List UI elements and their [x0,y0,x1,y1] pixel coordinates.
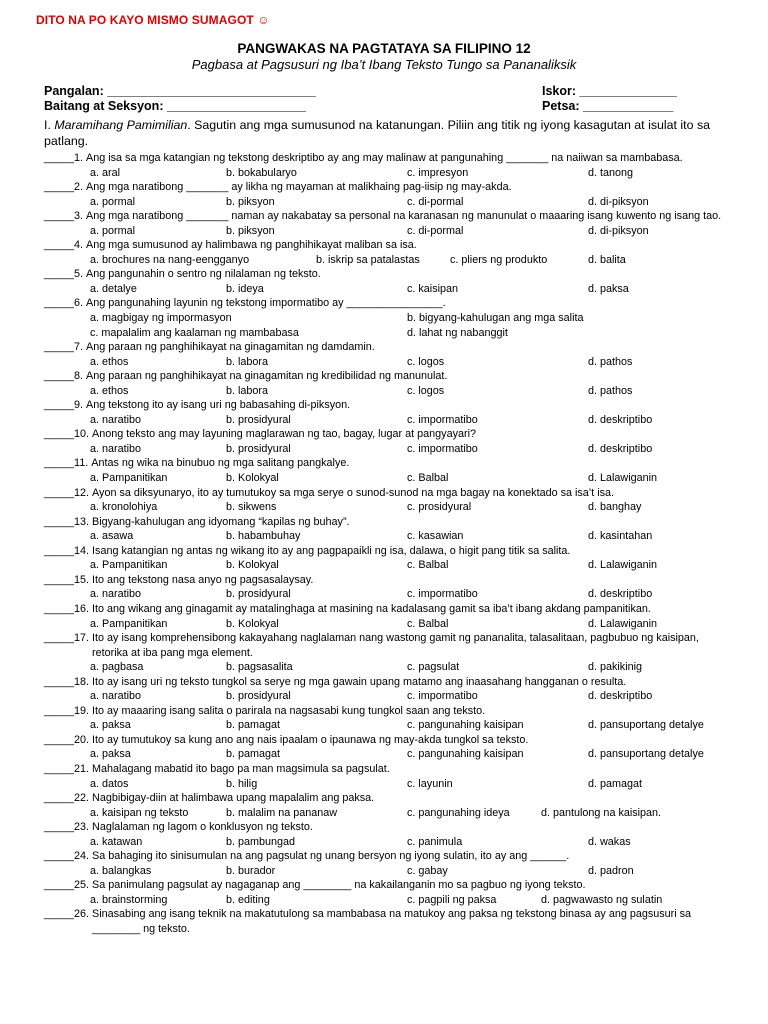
question-number: 25. [74,879,90,892]
answer-blank[interactable]: _____ [44,515,75,528]
answer-option: c. di-pormal [407,224,464,237]
question-row [44,878,734,893]
answer-option: c. pangunahing ideya [407,806,510,819]
page-title: PANGWAKAS NA PAGTATAYA SA FILIPINO 12 [237,41,531,56]
question-row [44,602,734,617]
question-row [44,267,734,282]
answer-option: a. naratibo [90,588,142,601]
options-row [44,413,734,428]
options-row [44,587,734,602]
answer-option: c. pagpili ng paksa [407,893,497,906]
answer-option: a. brainstorming [90,893,168,906]
question-item [44,456,734,485]
answer-option: c. mapalalim ang kaalaman ng mambabasa [90,326,299,339]
question-number: 15. [74,573,90,586]
answer-option: a. balangkas [90,864,152,877]
question-number: 19. [74,704,90,717]
answer-option: d. pamagat [588,777,643,790]
answer-option: d. Lalawiganin [588,559,658,572]
question-row [44,907,734,936]
answer-option: d. deskriptibo [588,690,653,703]
answer-option: d. Lalawiganin [588,617,658,630]
answer-option: c. pliers ng produkto [450,253,548,266]
answer-option: b. pamagat [226,748,281,761]
answer-option: a. kronolohiya [90,501,158,514]
options-row [44,500,734,515]
answer-blank[interactable]: _____ [44,457,75,470]
options-row [44,864,734,879]
answer-option: d. wakas [588,835,631,848]
question-number: 24. [74,850,90,863]
instructions [44,117,734,149]
options-row [44,617,734,632]
answer-option: a. Pampanitikan [90,472,168,485]
question-item [44,791,734,820]
answer-option: d. paksa [588,282,629,295]
answer-option: b. burador [226,864,276,877]
question-number: 20. [74,733,90,746]
instructions-part: Maramihang Pamimilian [54,118,188,132]
question-text: Ang paraan ng panghihikayat na ginagamitan ng damdamin. [86,341,375,354]
answer-option: c. pagsulat [407,661,460,674]
answer-option: d. pantulong na kaisipan. [541,806,662,819]
question-item [44,209,734,238]
answer-option: b. hilig [226,777,258,790]
answer-option: b. piksyon [226,224,275,237]
options-row [44,747,734,762]
answer-blank[interactable]: _____ [44,762,75,775]
answer-option: a. naratibo [90,442,142,455]
date-field[interactable]: Petsa: _____________ [542,99,674,113]
instructions-prefix: I. [44,118,55,132]
answer-blank[interactable]: _____ [44,792,75,805]
question-item [44,515,734,544]
answer-option: b. prosidyural [226,588,291,601]
question-item [44,151,734,180]
answer-option: d. lahat ng nabanggit [407,326,508,339]
answer-option: c. logos [407,384,445,397]
score-field[interactable]: Iskor: ______________ [542,84,677,98]
answer-option: d. pathos [588,355,633,368]
answer-option: d. pansuportang detalye [588,748,704,761]
answer-option: c. kasawian [407,530,464,543]
question-row [44,820,734,835]
answer-option: a. kaisipan ng teksto [90,806,189,819]
answer-blank[interactable]: _____ [44,341,75,354]
answer-option: b. piksyon [226,195,275,208]
question-text: Sa bahaging ito sinisumulan na ang pagsulat ng unang bersyon ng iyong sulatin, ito ay ang ______. [92,850,570,863]
grade-section-field[interactable]: Baitang at Seksyon: ____________________ [44,99,306,113]
answer-option: d. pagwawasto ng sulatin [541,893,663,906]
question-number: 5. [74,268,84,281]
question-item [44,878,734,907]
answer-option: d. Lalawiganin [588,472,658,485]
answer-blank[interactable]: _____ [44,675,75,688]
answer-option: a. pormal [90,224,136,237]
options-row [44,355,734,370]
answer-option: a. aral [90,166,121,179]
options-row [44,660,734,675]
question-number: 22. [74,792,90,805]
question-item [44,675,734,704]
answer-option: d. balita [588,253,626,266]
question-text: Nagbibigay-diin at halimbawa upang mapalalim ang paksa. [92,792,375,805]
question-row [44,427,734,442]
options-row [44,689,734,704]
question-text: Ito ang wikang ang ginagamit ay matalinghaga at masining na kadalasang gamit sa iba’t ibang akdang pampanitikan. [92,602,651,615]
answer-option: b. editing [226,893,270,906]
answer-blank[interactable]: _____ [44,879,75,892]
question-number: 4. [74,239,84,252]
question-row [44,733,734,748]
question-row [44,456,734,471]
question-text: Ang tekstong ito ay isang uri ng babasahing di-piksyon. [86,399,351,412]
answer-blank[interactable]: _____ [44,370,75,383]
answer-blank[interactable]: _____ [44,268,75,281]
question-number: 6. [74,297,84,310]
options-row [44,471,734,486]
answer-option: a. naratibo [90,413,142,426]
answer-option: a. paksa [90,748,131,761]
question-number: 17. [74,632,90,645]
answer-option: a. ethos [90,355,129,368]
question-number: 23. [74,821,90,834]
question-number: 2. [74,181,84,194]
question-row [44,631,734,660]
answer-blank[interactable]: _____ [44,399,75,412]
question-number: 21. [74,762,90,775]
answer-option: d. deskriptibo [588,442,653,455]
answer-option: c. impormatibo [407,588,478,601]
answer-option: d. banghay [588,501,642,514]
question-text: Ang mga naratibong _______ naman ay nakabatay sa personal na karanasan ng manunulat o maaaring isang kuwento ng isang tao. [86,210,722,223]
answer-blank[interactable]: _____ [44,733,75,746]
answer-option: b. bokabularyo [226,166,297,179]
answer-option: c. Balbal [407,559,449,572]
question-number: 3. [74,210,84,223]
question-row [44,704,734,719]
answer-option: d. pathos [588,384,633,397]
question-number: 10. [74,428,90,441]
answer-option: a. naratibo [90,690,142,703]
question-row [44,544,734,559]
question-item [44,238,734,267]
question-row [44,151,734,166]
answer-option: a. asawa [90,530,134,543]
question-text: Mahalagang mabatid ito bago pa man magsimula sa pagsulat. [92,762,390,775]
question-row [44,791,734,806]
answer-option: b. prosidyural [226,413,291,426]
question-item [44,733,734,762]
answer-option: c. logos [407,355,445,368]
answer-option: a. Pampanitikan [90,617,168,630]
question-text: Sinasabing ang isang teknik na makatutulong sa mambabasa na matukoy ang paksa ng tekstong binasa ay ang pagsusuri sa ________ ng teksto. [92,908,692,935]
question-text: Ito ay isang uri ng teksto tungkol sa serye ng mga gawain upang matamo ang inaasahang hangganan o resulta. [92,675,627,688]
answer-option: d. pakikinig [588,661,643,674]
answer-option: c. layunin [407,777,453,790]
question-item [44,427,734,456]
answer-option: b. labora [226,384,269,397]
question-item [44,296,734,340]
question-text: Antas ng wika na binubuo ng mga salitang pangkalye. [91,457,350,470]
answer-option: b. prosidyural [226,690,291,703]
answer-option: b. Kolokyal [226,617,279,630]
question-number: 13. [74,515,90,528]
answer-option: c. impresyon [407,166,469,179]
answer-option: c. impormatibo [407,690,478,703]
answer-option: b. habambuhay [226,530,301,543]
question-row [44,762,734,777]
options-row [44,282,734,297]
answer-blank[interactable]: _____ [44,181,75,194]
question-item [44,398,734,427]
answer-option: d. tanong [588,166,634,179]
answer-option: a. pagbasa [90,661,144,674]
answer-option: b. Kolokyal [226,559,279,572]
answer-option: a. Pampanitikan [90,559,168,572]
answer-option: b. pambungad [226,835,296,848]
answer-option: c. impormatibo [407,442,478,455]
question-number: 7. [74,341,84,354]
question-list [44,151,734,937]
question-text: Ito ay tumutukoy sa kung ano ang nais ipaalam o ipaunawa ng may-akda tungkol sa teksto. [92,733,529,746]
answer-option: a. paksa [90,719,131,732]
answer-blank[interactable]: _____ [44,602,75,615]
answer-blank[interactable]: _____ [44,632,75,645]
answer-blank[interactable]: _____ [44,210,75,223]
answer-blank[interactable]: _____ [44,908,75,921]
question-item [44,369,734,398]
answer-blank[interactable]: _____ [44,704,75,717]
question-row [44,238,734,253]
answer-option: a. katawan [90,835,143,848]
options-row [44,529,734,544]
question-text: Bigyang-kahulugan ang idyomang “kapilas ng buhay”. [92,515,350,528]
options-row [44,442,734,457]
answer-option: d. pansuportang detalye [588,719,704,732]
answer-option: c. Balbal [407,472,449,485]
options-row [44,195,734,210]
answer-option: a. datos [90,777,129,790]
question-text: Ang pangunahing layunin ng tekstong impormatibo ay ________________. [86,297,446,310]
answer-blank[interactable]: _____ [44,152,75,164]
question-number: 16. [74,602,90,615]
question-item [44,907,734,936]
question-text: Ayon sa diksyunaryo, ito ay tumutukoy sa mga serye o sunod-sunod na mga bagay na konektado sa isa’t isa. [92,486,614,499]
question-number: 8. [74,370,84,383]
answer-option: b. pamagat [226,719,281,732]
answer-option: c. impormatibo [407,413,478,426]
options-row [44,718,734,733]
answer-option: d. di-piksyon [588,224,649,237]
question-row [44,515,734,530]
answer-option: b. bigyang-kahulugan ang mga salita [407,312,584,325]
answer-option: a. pormal [90,195,136,208]
question-item [44,602,734,631]
question-text: Ang mga sumusunod ay halimbawa ng panghihikayat maliban sa isa. [86,239,417,252]
answer-option: b. pagsasalita [226,661,293,674]
answer-option: d. deskriptibo [588,413,653,426]
answer-option: d. kasintahan [588,530,653,543]
question-text: Ito ang tekstong nasa anyo ng pagsasalaysay. [92,573,314,586]
question-row [44,398,734,413]
name-field[interactable]: Pangalan: ______________________________ [44,84,316,98]
instructions-text: . Sagutin ang mga sumusunod na katanungan. Piliin ang titik ng iyong kasagutan at isulat ito sa patlang. [44,118,711,148]
answer-option: c. kaisipan [407,282,459,295]
question-item [44,573,734,602]
question-number: 1. [74,152,84,164]
question-text: Isang katangian ng antas ng wikang ito ay ang pagpapaikli ng isa, dalawa, o higit pang titik sa salita. [92,544,571,557]
question-number: 14. [74,544,90,557]
page-subtitle: Pagbasa at Pagsusuri ng Iba’t Ibang Teksto Tungo sa Pananaliksik [191,57,577,72]
question-number: 11. [74,457,89,470]
answer-option: b. Kolokyal [226,472,279,485]
answer-here-banner: DITO NA PO KAYO MISMO SUMAGOT ☺ [36,13,270,27]
answer-blank[interactable]: _____ [44,573,75,586]
answer-blank[interactable]: _____ [44,428,75,441]
answer-option: d. deskriptibo [588,588,653,601]
question-number: 26. [74,908,90,921]
question-item [44,486,734,515]
question-text: Ang mga naratibong _______ ay likha ng mayaman at malikhaing pag-iisip ng may-akda. [86,181,512,194]
options-row [44,326,734,341]
answer-blank[interactable]: _____ [44,544,75,557]
question-item [44,849,734,878]
question-item [44,267,734,296]
answer-option: c. di-pormal [407,195,464,208]
answer-option: c. panimula [407,835,463,848]
answer-blank[interactable]: _____ [44,486,75,499]
question-text: Ang isa sa mga katangian ng tekstong deskriptibo ay ang may malinaw at pangunahing _______ na naiiwan sa mambabasa. [86,152,683,164]
question-row [44,675,734,690]
options-row [44,311,734,326]
question-row [44,486,734,501]
question-item [44,704,734,733]
question-text: Ito ay maaaring isang salita o parirala na nagsasabi kung tungkol saan ang teksto. [92,704,486,717]
answer-option: c. prosidyural [407,501,472,514]
question-row [44,340,734,355]
question-text: Anong teksto ang may layuning maglarawan ng tao, bagay, lugar at pangyayari? [92,428,476,441]
options-row [44,253,734,268]
answer-option: c. pangunahing kaisipan [407,719,524,732]
options-row [44,384,734,399]
question-row [44,573,734,588]
answer-option: a. magbigay ng impormasyon [90,312,232,325]
question-item [44,762,734,791]
answer-option: c. pangunahing kaisipan [407,748,524,761]
question-number: 18. [74,675,90,688]
question-row [44,209,734,224]
question-item [44,820,734,849]
answer-option: b. sikwens [226,501,277,514]
question-text: Ang paraan ng panghihikayat na ginagamitan ng kredibilidad ng manunulat. [86,370,448,383]
answer-option: b. prosidyural [226,442,291,455]
question-item [44,544,734,573]
question-item [44,180,734,209]
answer-blank[interactable]: _____ [44,297,75,310]
answer-blank[interactable]: _____ [44,239,75,252]
options-row [44,166,734,181]
question-text: Ang pangunahin o sentro ng nilalaman ng teksto. [86,268,321,281]
answer-option: a. ethos [90,384,129,397]
answer-option: c. Balbal [407,617,449,630]
answer-option: a. brochures na nang-eengganyo [90,253,250,266]
question-row [44,849,734,864]
question-text: Naglalaman ng lagom o konklusyon ng teksto. [92,821,313,834]
options-row [44,558,734,573]
answer-blank[interactable]: _____ [44,821,75,834]
answer-blank[interactable]: _____ [44,850,75,863]
question-item [44,340,734,369]
question-row [44,180,734,195]
question-text: Ito ay isang komprehensibong kakayahang naglalaman nang wastong gamit ng pananalita, talasalitaan, pagbubuo ng kaisipan, retorika at iba pang mga element. [92,632,699,659]
answer-option: d. di-piksyon [588,195,649,208]
answer-option: b. malalim na pananaw [226,806,338,819]
options-row [44,835,734,850]
answer-option: d. padron [588,864,634,877]
answer-option: b. labora [226,355,269,368]
question-row [44,369,734,384]
answer-option: b. ideya [226,282,264,295]
answer-option: c. gabay [407,864,448,877]
question-text: Sa panimulang pagsulat ay nagaganap ang ________ na kakailanganin mo sa pagbuo ng iyong teksto. [92,879,586,892]
options-row [44,893,734,908]
options-row [44,806,734,821]
answer-option: a. detalye [90,282,137,295]
options-row [44,224,734,239]
question-row [44,296,734,311]
question-number: 12. [74,486,90,499]
question-number: 9. [74,399,84,412]
answer-option: b. iskrip sa patalastas [316,253,420,266]
options-row [44,777,734,792]
question-item [44,631,734,675]
